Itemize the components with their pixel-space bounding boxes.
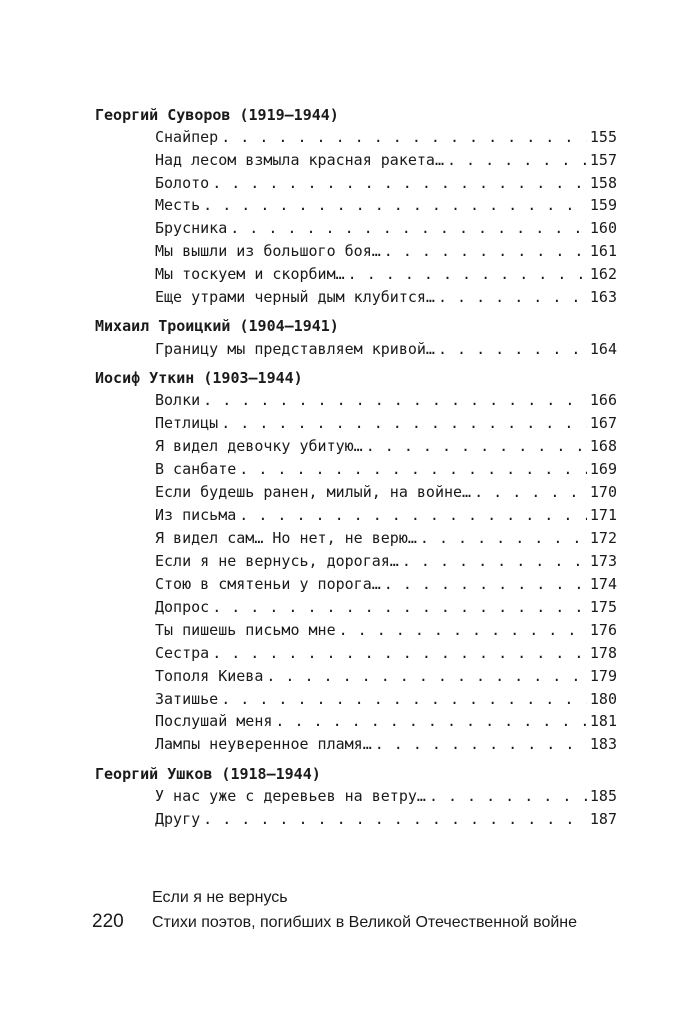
entry-title: Затишье <box>155 690 219 708</box>
entry-title: Петлицы <box>155 414 219 432</box>
dot-leader <box>203 810 587 828</box>
dot-leader <box>447 151 587 169</box>
toc-entry <box>155 552 617 570</box>
entry-title: В санбате <box>155 460 237 478</box>
toc-entry <box>155 174 617 192</box>
toc-entry <box>155 219 617 237</box>
entry-page: 185 <box>589 787 617 805</box>
dot-leader <box>266 667 587 685</box>
entry-title: Месть <box>155 196 201 214</box>
dot-leader <box>221 690 587 708</box>
entry-title: Допрос <box>155 598 210 616</box>
dot-leader <box>203 196 587 214</box>
dot-leader <box>275 712 587 730</box>
entry-page: 173 <box>589 552 617 570</box>
entry-page: 178 <box>589 644 617 662</box>
entry-title: Мы вышли из большого боя… <box>155 242 381 260</box>
entry-page: 166 <box>589 391 617 409</box>
toc-entry <box>155 288 617 306</box>
toc-entry <box>155 151 617 169</box>
entry-title: Если я не вернусь, дорогая… <box>155 552 399 570</box>
entry-page: 162 <box>589 265 617 283</box>
toc-entry <box>155 667 617 685</box>
entry-title: Ты пишешь письмо мне <box>155 621 336 639</box>
entry-page: 171 <box>589 506 617 524</box>
entry-page: 170 <box>589 483 617 501</box>
dot-leader <box>221 128 587 146</box>
toc-entry <box>155 196 617 214</box>
entry-page: 169 <box>589 460 617 478</box>
entry-page: 181 <box>589 712 617 730</box>
toc-entry <box>155 242 617 260</box>
dot-leader <box>402 552 587 570</box>
toc-entry <box>155 437 617 455</box>
dot-leader <box>212 598 587 616</box>
entry-page: 160 <box>589 219 617 237</box>
dot-leader <box>239 460 587 478</box>
entry-page: 161 <box>589 242 617 260</box>
entry-title: Из письма <box>155 506 237 524</box>
entry-title: Если будешь ранен, милый, на войне… <box>155 483 472 501</box>
entry-title: Брусника <box>155 219 228 237</box>
toc-entry <box>155 265 617 283</box>
entry-page: 167 <box>589 414 617 432</box>
entry-title: Послушай меня <box>155 712 273 730</box>
dot-leader <box>384 242 587 260</box>
footer-book-title: Если я не вернусь <box>152 889 288 906</box>
entry-title: Мы тоскуем и скорбим… <box>155 265 345 283</box>
dot-leader <box>339 621 587 639</box>
dot-leader <box>474 483 587 501</box>
entry-page: 158 <box>589 174 617 192</box>
dot-leader <box>420 529 587 547</box>
entry-page: 179 <box>589 667 617 685</box>
author-heading: Георгий Ушков (1918–1944) <box>95 765 321 783</box>
toc-entry <box>155 810 617 828</box>
entry-page: 187 <box>589 810 617 828</box>
dot-leader <box>239 506 587 524</box>
entry-title: Стою в смятеньи у порога… <box>155 575 381 593</box>
dot-leader <box>438 288 587 306</box>
entry-page: 164 <box>589 340 617 358</box>
author-heading: Георгий Суворов (1919–1944) <box>95 106 339 124</box>
toc-entry <box>155 391 617 409</box>
entry-page: 168 <box>589 437 617 455</box>
entry-title: Сестра <box>155 644 210 662</box>
entry-title: Тополя Киева <box>155 667 264 685</box>
entry-page: 163 <box>589 288 617 306</box>
dot-leader <box>375 735 587 753</box>
dot-leader <box>230 219 587 237</box>
toc-entry <box>155 690 617 708</box>
entry-page: 159 <box>589 196 617 214</box>
toc-entry <box>155 128 617 146</box>
entry-title: У нас уже с деревьев на ветру… <box>155 787 426 805</box>
entry-page: 180 <box>589 690 617 708</box>
entry-page: 175 <box>589 598 617 616</box>
author-heading: Михаил Троицкий (1904–1941) <box>95 317 339 335</box>
toc-entry <box>155 787 617 805</box>
toc-entry <box>155 735 617 753</box>
toc-entry <box>155 575 617 593</box>
toc-entry <box>155 483 617 501</box>
dot-leader <box>348 265 587 283</box>
entry-page: 157 <box>589 151 617 169</box>
toc-entry <box>155 506 617 524</box>
toc-entry <box>155 460 617 478</box>
entry-title: Я видел сам… Но нет, не верю… <box>155 529 417 547</box>
author-heading: Иосиф Уткин (1903–1944) <box>95 369 303 387</box>
toc-entry <box>155 644 617 662</box>
dot-leader <box>203 391 587 409</box>
toc-entry <box>155 414 617 432</box>
entry-title: Границу мы представляем кривой… <box>155 340 435 358</box>
footer-book-subtitle: Стихи поэтов, погибших в Великой Отечественной войне <box>152 914 578 931</box>
dot-leader <box>212 644 587 662</box>
entry-page: 183 <box>589 735 617 753</box>
entry-page: 155 <box>589 128 617 146</box>
dot-leader <box>366 437 587 455</box>
entry-page: 176 <box>589 621 617 639</box>
entry-title: Я видел девочку убитую… <box>155 437 363 455</box>
toc-entry <box>155 712 617 730</box>
entry-page: 174 <box>589 575 617 593</box>
entry-title: Снайпер <box>155 128 219 146</box>
entry-title: Лампы неуверенное пламя… <box>155 735 372 753</box>
toc-entry <box>155 621 617 639</box>
entry-title: Волки <box>155 391 201 409</box>
toc-entry <box>155 598 617 616</box>
entry-title: Еще утрами черный дым клубится… <box>155 288 435 306</box>
dot-leader <box>221 414 587 432</box>
page-number: 220 <box>92 911 124 932</box>
entry-title: Болото <box>155 174 210 192</box>
dot-leader <box>384 575 587 593</box>
dot-leader <box>438 340 587 358</box>
entry-page: 172 <box>589 529 617 547</box>
toc-entry <box>155 529 617 547</box>
toc-entry <box>155 340 617 358</box>
entry-title: Над лесом взмыла красная ракета… <box>155 151 444 169</box>
dot-leader <box>212 174 587 192</box>
dot-leader <box>429 787 587 805</box>
entry-title: Другу <box>155 810 201 828</box>
